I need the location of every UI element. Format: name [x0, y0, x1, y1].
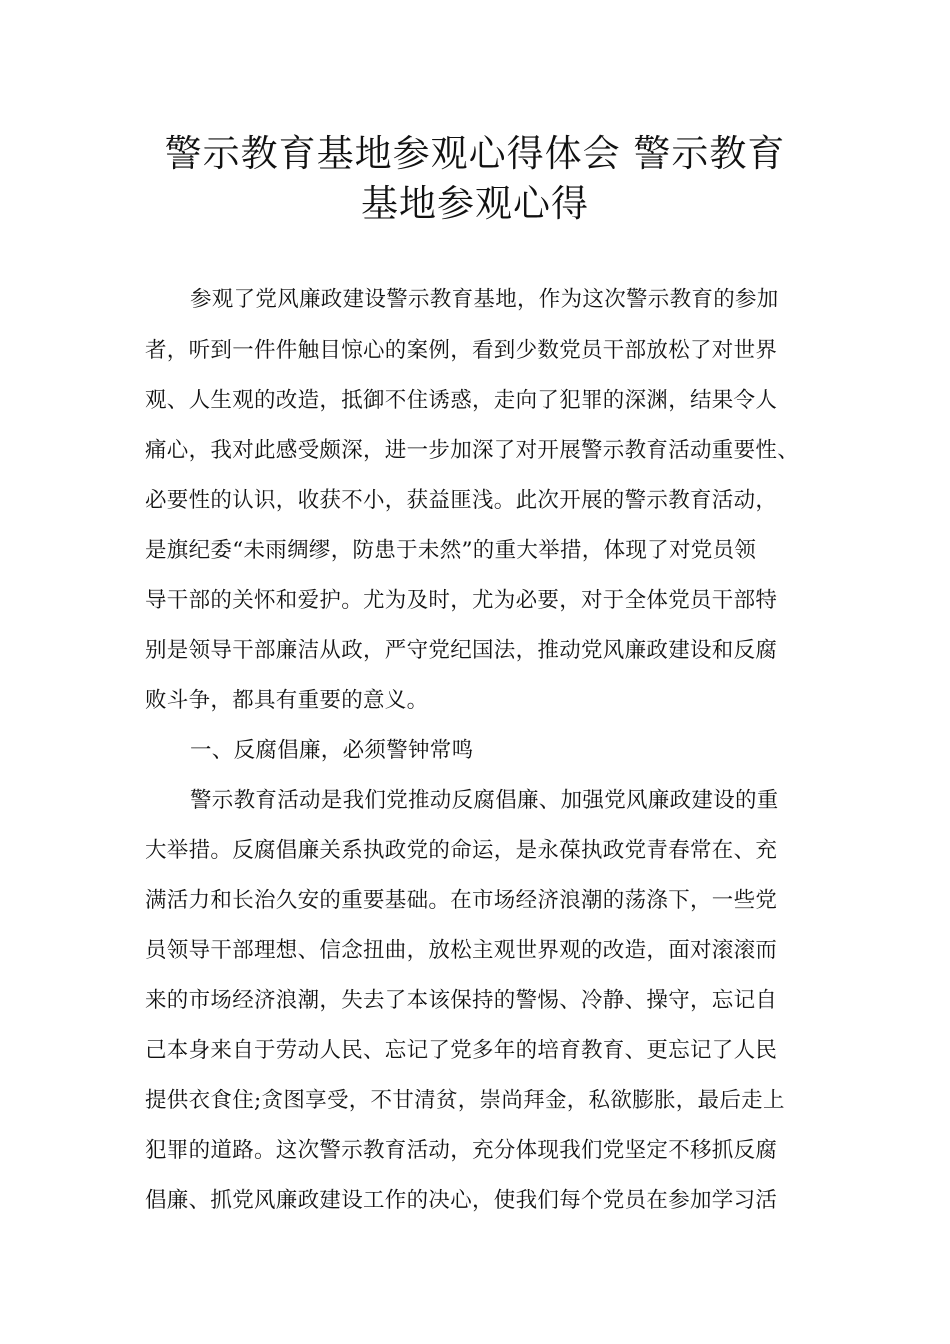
paragraph-1-line-6: 是旗纪委“未雨绸缪，防患于未然”的重大举措，体现了对党员领 [145, 538, 757, 563]
paragraph-1-line-5: 必要性的认识，收获不小，获益匪浅。此次开展的警示教育活动， [145, 488, 778, 513]
document-title-line-1: 警示教育基地参观心得体会 警示教育 [164, 132, 786, 175]
paragraph-1-line-4: 痛心，我对此感受颇深，进一步加深了对开展警示教育活动重要性、 [145, 438, 800, 463]
paragraph-2-line-6: 己本身来自于劳动人民、忘记了党多年的培育教育、更忘记了人民 [145, 1038, 778, 1063]
paragraph-2-line-1: 警示教育活动是我们党推动反腐倡廉、加强党风廉政建设的重 [190, 788, 779, 813]
paragraph-1-line-2: 者，听到一件件触目惊心的案例，看到少数党员干部放松了对世界 [145, 338, 778, 363]
paragraph-1-line-1: 参观了党风廉政建设警示教育基地，作为这次警示教育的参加 [190, 287, 779, 312]
section-heading-1: 一、反腐倡廉，必须警钟常鸣 [190, 738, 474, 763]
paragraph-2-line-3: 满活力和长治久安的重要基础。在市场经济浪潮的荡涤下，一些党 [145, 888, 778, 913]
paragraph-2-line-4: 员领导干部理想、信念扭曲，放松主观世界观的改造，面对滚滚而 [145, 938, 778, 963]
paragraph-2-line-9: 倡廉、抓党风廉政建设工作的决心，使我们每个党员在参加学习活 [145, 1188, 778, 1213]
paragraph-1-line-7: 导干部的关怀和爱护。尤为及时，尤为必要，对于全体党员干部特 [145, 588, 778, 613]
paragraph-1-line-9: 败斗争，都具有重要的意义。 [145, 688, 429, 713]
paragraph-2-line-5: 来的市场经济浪潮，失去了本该保持的警惕、冷静、操守，忘记自 [145, 988, 778, 1013]
document-title-line-2: 基地参观心得 [361, 182, 589, 225]
paragraph-1-line-3: 观、人生观的改造，抵御不住诱惑，走向了犯罪的深渊，结果令人 [145, 388, 778, 413]
paragraph-2-line-2: 大举措。反腐倡廉关系执政党的命运，是永葆执政党青春常在、充 [145, 838, 778, 863]
paragraph-1-line-8: 别是领导干部廉洁从政，严守党纪国法，推动党风廉政建设和反腐 [145, 638, 778, 663]
paragraph-2-line-8: 犯罪的道路。这次警示教育活动，充分体现我们党坚定不移抓反腐 [145, 1138, 778, 1163]
paragraph-2-line-7: 提供衣食住;贪图享受，不甘清贫，崇尚拜金，私欲膨胀，最后走上 [145, 1088, 785, 1113]
